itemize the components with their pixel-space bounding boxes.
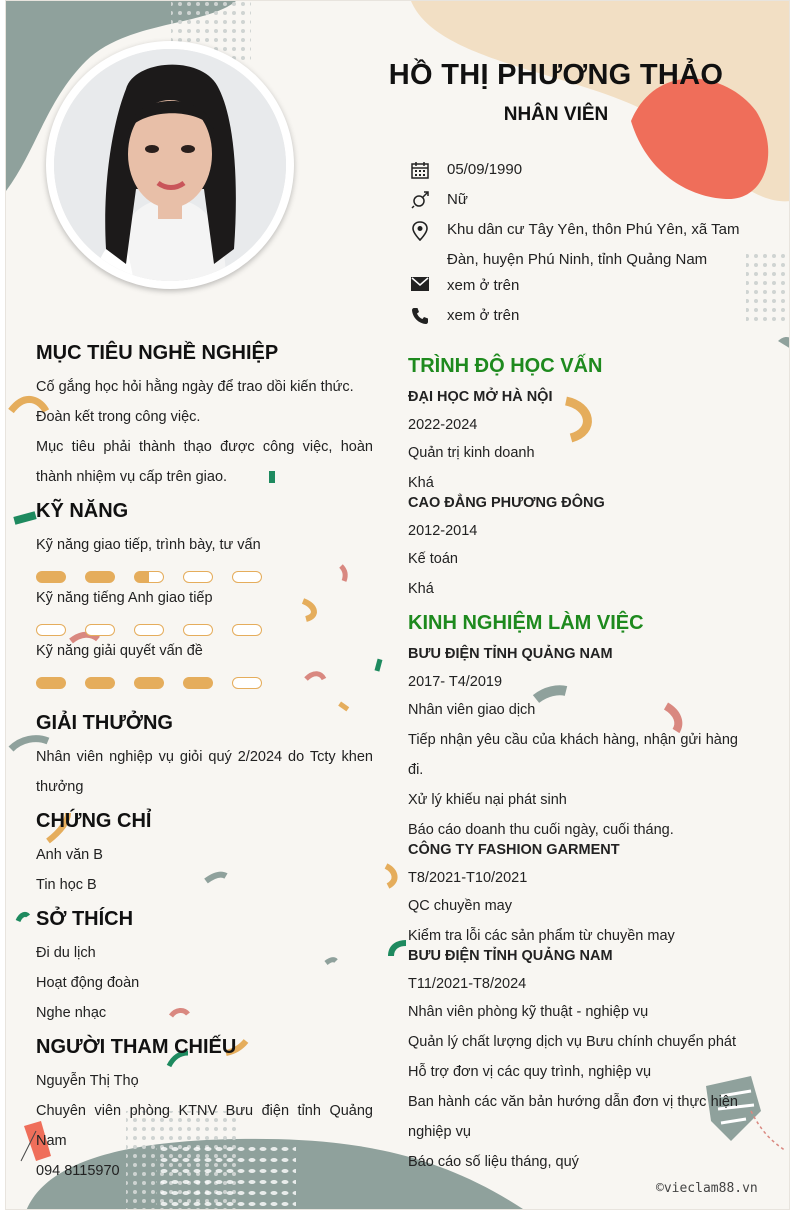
rating-dot [134, 624, 164, 636]
experience-task: Quản lý chất lượng dịch vụ Bưu chính chuyển phát [408, 1034, 736, 1050]
watermark: ©vieclam88.vn [656, 1181, 758, 1196]
experience-period: T8/2021-T10/2021 [408, 870, 528, 886]
experience-task: Kiểm tra lỗi các sản phẩm từ chuyền may [408, 928, 675, 944]
experience-task: Báo cáo doanh thu cuối ngày, cuối tháng. [408, 822, 674, 838]
certificates-list [36, 840, 373, 900]
contact-email [411, 271, 771, 301]
experience-period: T11/2021-T8/2024 [408, 976, 527, 992]
contact-address [411, 215, 771, 275]
education-major: Kế toán [408, 551, 458, 567]
school-name: CAO ĐẲNG PHƯƠNG ĐÔNG [408, 495, 605, 511]
experience-task: Hỗ trợ đơn vị các quy trình, nghiệp vụ [408, 1064, 652, 1080]
education-grade: Khá [408, 475, 434, 491]
experience-role: Nhân viên giao dịch [408, 702, 536, 718]
experience-task: Tiếp nhận yêu cầu của khách hàng, nhận gửi hàng đi. [408, 732, 738, 778]
rating-dot [183, 677, 213, 689]
skills-heading: KỸ NĂNG [36, 500, 129, 522]
company-name: BƯU ĐIỆN TỈNH QUẢNG NAM [408, 646, 613, 662]
rating-dot [183, 571, 213, 583]
rating-dot [232, 624, 262, 636]
mail-icon [411, 271, 447, 301]
contact-gender [411, 185, 771, 215]
education-grade: Khá [408, 581, 434, 597]
school-name: ĐẠI HỌC MỞ HÀ NỘI [408, 389, 553, 405]
rating-dot [85, 624, 115, 636]
experience-period: 2017- T4/2019 [408, 674, 503, 690]
company-name: BƯU ĐIỆN TỈNH QUẢNG NAM [408, 948, 613, 964]
education-years: 2012-2014 [408, 523, 478, 539]
awards-heading: GIẢI THƯỞNG [36, 712, 173, 734]
experience-task: Ban hành các văn bản hướng dẫn đơn vị thực hiện nghiệp vụ [408, 1094, 738, 1140]
skill-label: Kỹ năng giao tiếp, trình bày, tư vấn [36, 537, 261, 553]
rating-dot [232, 571, 262, 583]
gender-icon [411, 185, 447, 215]
experience-task: Báo cáo số liệu tháng, quý [408, 1154, 579, 1170]
experience-role: QC chuyền may [408, 898, 512, 914]
skill-label: Kỹ năng giải quyết vấn đề [36, 643, 203, 659]
rating-dot [36, 571, 66, 583]
experience-role: Nhân viên phòng kỹ thuật - nghiệp vụ [408, 1004, 649, 1020]
reference-name: Nguyễn Thị Thọ [36, 1073, 139, 1089]
education-major: Quản trị kinh doanh [408, 445, 535, 461]
references-heading: NGƯỜI THAM CHIẾU [36, 1036, 237, 1058]
address-text: Khu dân cư Tây Yên, thôn Phú Yên, xã Tam Đàn, huyện Phú Ninh, tỉnh Quảng Nam [447, 221, 740, 268]
rating-dot [85, 571, 115, 583]
company-name: CÔNG TY FASHION GARMENT [408, 842, 620, 858]
email-text: xem ở trên [447, 277, 520, 294]
skill-rating-3 [36, 677, 262, 689]
skill-rating-1 [36, 571, 262, 583]
experience-item [408, 639, 738, 845]
calendar-icon [411, 155, 447, 185]
objective-line: Mục tiêu phải thành thạo được công việc, hoàn thành nhiệm vụ cấp trên giao. [36, 439, 373, 485]
objective-line: Cố gắng học hỏi hằng ngày để trao dồi kiến thức. [36, 379, 354, 395]
certificate-item: Anh văn B [36, 847, 103, 863]
education-item [408, 488, 738, 604]
reference-role: Chuyên viên phòng KTNV Bưu điện tỉnh Quảng Nam [36, 1103, 373, 1149]
hobbies-heading: SỞ THÍCH [36, 908, 134, 930]
objective-heading: MỤC TIÊU NGHỀ NGHIỆP [36, 342, 279, 364]
rating-dot [232, 677, 262, 689]
profile-photo [54, 49, 286, 281]
job-title: NHÂN VIÊN [503, 104, 609, 125]
gender-text: Nữ [447, 191, 468, 208]
rating-dot [85, 677, 115, 689]
reference-phone: 094 8115970 [36, 1163, 120, 1179]
certificates-heading: CHỨNG CHỈ [36, 810, 152, 832]
experience-task: Xử lý khiếu nại phát sinh [408, 792, 567, 808]
location-pin-icon [411, 215, 447, 275]
cv-page [5, 0, 790, 1210]
experience-heading: KINH NGHIỆM LÀM VIỆC [408, 612, 644, 634]
candidate-name: HỒ THỊ PHƯƠNG THẢO [388, 59, 724, 91]
birthdate-text: 05/09/1990 [447, 161, 523, 178]
contact-birthdate [411, 155, 771, 185]
objective-line: Đoàn kết trong công việc. [36, 409, 201, 425]
experience-item [408, 835, 738, 951]
rating-dot [183, 624, 213, 636]
hobby-item: Nghe nhạc [36, 1005, 107, 1021]
skill-label: Kỹ năng tiếng Anh giao tiếp [36, 590, 213, 606]
education-item [408, 382, 738, 498]
rating-dot [36, 624, 66, 636]
awards-text: Nhân viên nghiệp vụ giỏi quý 2/2024 do Tcty khen thưởng [36, 749, 373, 795]
phone-text: xem ở trên [447, 307, 520, 324]
education-heading: TRÌNH ĐỘ HỌC VẤN [408, 355, 603, 377]
avatar [54, 49, 286, 281]
rating-dot [134, 677, 164, 689]
contact-phone [411, 301, 771, 331]
rating-dot [36, 677, 66, 689]
rating-dot [134, 571, 164, 583]
certificate-item: Tin học B [36, 877, 97, 893]
objective-text [36, 372, 373, 492]
hobby-item: Hoạt động đoàn [36, 975, 140, 991]
education-years: 2022-2024 [408, 417, 478, 433]
references-block [36, 1066, 373, 1186]
hobbies-list [36, 938, 373, 1028]
phone-icon [411, 301, 447, 331]
skill-rating-2 [36, 624, 262, 636]
hobby-item: Đi du lịch [36, 945, 96, 961]
experience-item [408, 941, 738, 1177]
